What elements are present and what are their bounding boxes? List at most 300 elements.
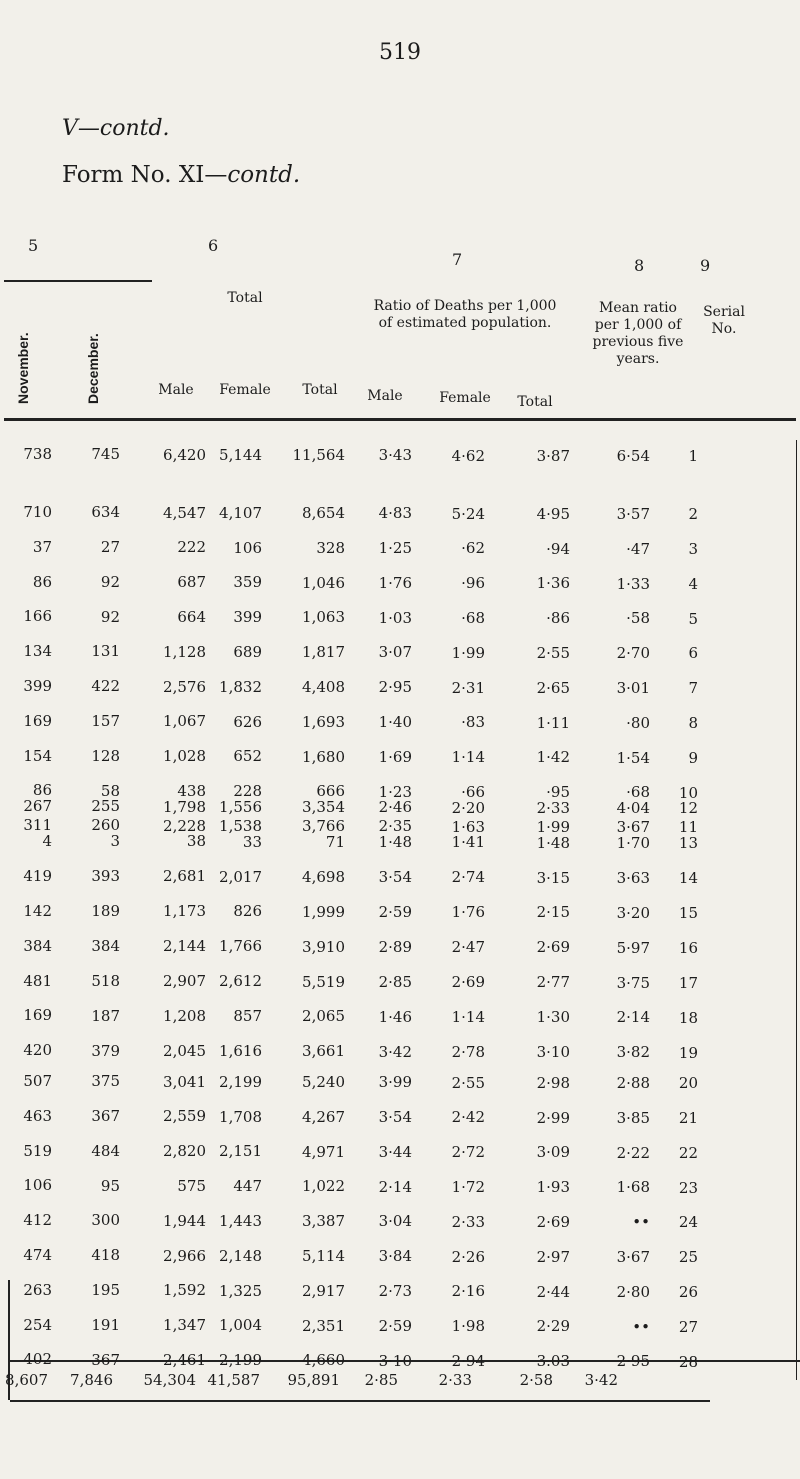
cell-mean-ratio: 5·97 (616, 938, 650, 957)
cell-serial: 11 (678, 818, 698, 837)
cell-ratio-total: 3·87 (536, 446, 570, 465)
header-total: Total (302, 382, 338, 398)
cell-male: 1,592 (163, 1281, 206, 1300)
cell-december: 393 (91, 867, 120, 886)
cell-male: 1,347 (163, 1316, 206, 1335)
cell-ratio-total: 2·99 (536, 1108, 570, 1127)
cell-total: 1,046 (302, 573, 345, 592)
cell-ratio-male: 1·46 (378, 1007, 412, 1026)
cell-female: 2,148 (219, 1246, 262, 1265)
cell-ratio-female: 2·72 (451, 1143, 485, 1162)
cell-november: 463 (23, 1106, 52, 1125)
cell-mean-ratio: 1·54 (616, 748, 650, 767)
cell-ratio-female: ·62 (461, 539, 485, 558)
cell-male: 38 (186, 832, 206, 851)
cell-ratio-total: ·95 (546, 783, 570, 802)
cell-male: 2,228 (163, 816, 206, 835)
cell-mean-ratio: 6·54 (616, 447, 650, 465)
cell-ratio-male: 3·43 (378, 446, 412, 465)
cell-male: 575 (177, 1176, 206, 1195)
header-november: November. (15, 332, 31, 404)
cell-ratio-male: 3·99 (378, 1073, 412, 1092)
cell-mean-ratio: 1·33 (616, 574, 650, 593)
cell-ratio-total: 1·36 (536, 574, 570, 593)
cell-november: 169 (23, 1006, 52, 1025)
cell-ratio-total: 2·33 (536, 798, 570, 817)
cell-total: 2,351 (302, 1316, 345, 1335)
cell-female: 399 (233, 608, 262, 627)
cell-november: 384 (23, 936, 52, 955)
cell-ratio-total: 2·69 (536, 1212, 570, 1231)
cell-mean-ratio: ·58 (626, 609, 650, 628)
cell-male: 3,041 (163, 1072, 206, 1091)
cell-ratio-female: 1·63 (451, 817, 485, 836)
cell-ratio-male: 1·40 (378, 713, 412, 732)
cell-total: 4,971 (302, 1142, 345, 1161)
cell-total: 666 (316, 782, 345, 801)
cell-ratio-female: 1·14 (451, 1007, 485, 1026)
cell-ratio-female: 1·14 (451, 748, 485, 767)
cell-november: 134 (23, 642, 52, 661)
cell-male: 1,028 (163, 747, 206, 766)
cell-serial: 20 (678, 1074, 698, 1093)
cell-december: 3 (110, 832, 120, 851)
cell-male: 1,173 (163, 902, 206, 921)
cell-december: 189 (91, 901, 120, 920)
column-number-9: 9 (700, 256, 711, 275)
cell-mean-ratio: 3·20 (616, 903, 650, 922)
cell-ratio-total: 1·99 (536, 817, 570, 836)
cell-total: 4,660 (302, 1351, 345, 1370)
cell-ratio-female: 1·72 (451, 1177, 485, 1196)
cell-female: 2,199 (219, 1351, 262, 1370)
total-female: 41,587 (207, 1371, 260, 1389)
cell-total: 3,661 (302, 1042, 345, 1061)
cell-december: 367 (91, 1350, 120, 1369)
header-ratio-total: Total (517, 394, 553, 410)
cell-december: 484 (91, 1141, 120, 1160)
cell-serial: 10 (678, 783, 698, 802)
cell-serial: 28 (678, 1352, 698, 1371)
header-ratio-male: Male (367, 388, 403, 404)
cell-mean-ratio: 1·68 (616, 1178, 650, 1197)
cell-december: 92 (100, 572, 120, 591)
column-number-8: 8 (634, 256, 645, 275)
cell-december: 128 (91, 746, 120, 765)
cell-november: 154 (23, 746, 52, 765)
cell-ratio-male: 1·03 (378, 608, 412, 627)
cell-november: 519 (23, 1141, 52, 1160)
cell-female: 2,151 (219, 1142, 262, 1161)
cell-serial: 14 (678, 869, 698, 888)
cell-ratio-total: 2·97 (536, 1247, 570, 1266)
cell-ratio-total: 2·55 (536, 643, 570, 662)
cell-serial: 8 (688, 714, 698, 733)
cell-total: 1,022 (302, 1177, 345, 1196)
cell-ratio-total: 1·42 (536, 748, 570, 767)
cell-mean-ratio: 3·57 (616, 505, 650, 523)
cell-female: 857 (233, 1007, 262, 1026)
cell-male: 664 (177, 607, 206, 626)
cell-ratio-male: 1·23 (378, 782, 412, 801)
cell-total: 328 (316, 538, 345, 557)
cell-total: 1,063 (302, 608, 345, 627)
cell-december: 195 (91, 1281, 120, 1300)
cell-december: 367 (91, 1107, 120, 1126)
cell-ratio-total: 1·93 (536, 1178, 570, 1197)
cell-december: 255 (91, 797, 120, 816)
cell-male: 2,820 (163, 1142, 206, 1161)
cell-ratio-male: 1·48 (378, 833, 412, 852)
cell-female: 33 (242, 832, 262, 851)
cell-ratio-female: 1·41 (451, 833, 485, 852)
cell-ratio-male: 4·83 (378, 504, 412, 523)
cell-december: 157 (91, 712, 120, 731)
cell-male: 687 (177, 573, 206, 592)
cell-ratio-total: 1·48 (536, 833, 570, 852)
cell-serial: 26 (678, 1283, 698, 1302)
cell-december: 300 (91, 1211, 120, 1230)
cell-december: 58 (100, 781, 120, 800)
total-ratio-total: 2·58 (519, 1371, 553, 1389)
cell-serial: 22 (678, 1143, 698, 1162)
cell-ratio-female: 2·20 (451, 798, 485, 817)
cell-female: 1,616 (219, 1042, 262, 1061)
column-number-5: 5 (28, 236, 39, 255)
cell-ratio-female: 2·47 (451, 938, 485, 957)
cell-ratio-total: 2·65 (536, 678, 570, 697)
cell-serial: 6 (688, 644, 698, 663)
cell-ratio-male: 2·14 (378, 1177, 412, 1196)
cell-ratio-male: 3·10 (378, 1351, 412, 1370)
right-border (796, 440, 797, 1380)
cell-mean-ratio: 2·70 (616, 644, 650, 663)
cell-total: 11,564 (292, 446, 345, 464)
total-december: 7,846 (70, 1371, 113, 1389)
cell-male: 2,907 (163, 972, 206, 990)
header-december: December. (85, 333, 101, 404)
cell-female: 359 (233, 573, 262, 592)
cell-serial: 9 (688, 748, 698, 767)
cell-november: 142 (23, 901, 52, 920)
cell-female: 1,766 (219, 937, 262, 956)
cell-november: 311 (23, 816, 52, 835)
cell-serial: 25 (678, 1248, 698, 1267)
cell-female: 1,538 (219, 816, 262, 835)
cell-december: 27 (100, 538, 120, 557)
cell-ratio-total: 1·11 (536, 713, 570, 732)
cell-november: 738 (23, 445, 52, 463)
cell-december: 379 (91, 1041, 120, 1060)
total-mean-ratio: 3·42 (584, 1371, 618, 1389)
cell-mean-ratio: 3·63 (616, 868, 650, 887)
cell-ratio-female: 2·16 (451, 1282, 485, 1301)
cell-ratio-male: 2·59 (378, 902, 412, 921)
cell-ratio-total: 2·77 (536, 973, 570, 992)
total-november: 8,607 (5, 1371, 48, 1389)
header-bottom-rule (4, 418, 796, 421)
cell-december: 375 (91, 1072, 120, 1091)
cell-male: 1,208 (163, 1006, 206, 1025)
cell-ratio-male: 1·69 (378, 747, 412, 766)
cell-ratio-female: 2·78 (451, 1042, 485, 1061)
cell-mean-ratio: 2·80 (616, 1282, 650, 1301)
cell-november: 412 (23, 1211, 52, 1230)
cell-female: 2,199 (219, 1072, 262, 1091)
cell-ratio-female: 1·98 (451, 1317, 485, 1336)
cell-female: 826 (233, 902, 262, 921)
cell-serial: 7 (688, 679, 698, 698)
cell-november: 420 (23, 1041, 52, 1060)
cell-female: 106 (233, 538, 262, 557)
cell-ratio-female: 2·31 (451, 678, 485, 697)
cell-mean-ratio: 3·67 (616, 818, 650, 837)
cell-ratio-male: 3·42 (378, 1042, 412, 1061)
cell-mean-ratio: 2·88 (616, 1074, 650, 1092)
cell-mean-ratio: 4·04 (616, 799, 650, 817)
section-heading: V—contd. (62, 116, 170, 141)
total-ratio-male: 2·85 (364, 1371, 398, 1389)
cell-ratio-female: ·83 (461, 713, 485, 732)
cell-ratio-total: 2·98 (536, 1073, 570, 1092)
header-total-group: Total (227, 290, 263, 306)
cell-ratio-male: 2·35 (378, 817, 412, 836)
cell-ratio-female: 2·74 (451, 868, 485, 887)
cell-male: 6,420 (163, 445, 206, 464)
cell-serial: 5 (688, 609, 698, 628)
cell-december: 518 (91, 971, 120, 990)
cell-ratio-total: ·86 (546, 609, 570, 628)
cell-total: 1,680 (302, 747, 345, 766)
cell-female: 1,443 (219, 1211, 262, 1230)
cell-november: 86 (32, 572, 52, 591)
cell-november: 4 (42, 831, 52, 850)
cell-ratio-male: 2·73 (378, 1282, 412, 1301)
total-total: 95,891 (287, 1371, 340, 1389)
cell-ratio-total: 3·10 (536, 1043, 570, 1062)
cell-total: 4,267 (302, 1107, 345, 1126)
cell-ratio-male: 2·89 (378, 937, 412, 956)
cell-december: 418 (91, 1246, 120, 1265)
cell-female: 2,612 (219, 972, 262, 991)
cell-november: 254 (23, 1315, 52, 1334)
cell-serial: 4 (688, 574, 698, 593)
header-serial: Serial No. (703, 304, 745, 337)
cell-mean-ratio: 3·85 (616, 1108, 650, 1127)
cell-ratio-male: 3·04 (378, 1212, 412, 1231)
cell-december: 634 (91, 503, 120, 522)
cell-serial: 12 (678, 799, 698, 818)
cell-ratio-male: 1·76 (378, 573, 412, 592)
cell-ratio-total: 2·29 (536, 1317, 570, 1336)
cell-female: 1,708 (219, 1107, 262, 1126)
column-number-6: 6 (208, 236, 219, 255)
cell-serial: 21 (678, 1109, 698, 1128)
cell-female: 1,325 (219, 1281, 262, 1300)
cell-november: 263 (23, 1280, 52, 1299)
cell-november: 37 (32, 537, 52, 556)
cell-ratio-female: 2·69 (451, 973, 485, 991)
cell-ratio-male: 3·44 (378, 1142, 412, 1161)
cell-serial: 18 (678, 1008, 698, 1027)
cell-mean-ratio: ·47 (626, 539, 650, 558)
cell-female: 447 (233, 1177, 262, 1196)
cell-mean-ratio: •• (632, 1213, 650, 1232)
cell-female: 689 (233, 642, 262, 661)
cell-december: 191 (91, 1315, 120, 1334)
header-female: Female (219, 382, 271, 398)
cell-ratio-female: 1·99 (451, 643, 485, 662)
cell-ratio-female: ·96 (461, 574, 485, 593)
cell-serial: 16 (678, 938, 698, 957)
cell-female: 2,017 (219, 867, 262, 886)
cell-total: 5,114 (302, 1247, 345, 1265)
cell-november: 419 (23, 866, 52, 885)
cell-ratio-female: 2·33 (451, 1212, 485, 1231)
cell-male: 2,576 (163, 677, 206, 696)
cell-female: 5,144 (219, 445, 262, 464)
cell-november: 481 (23, 971, 52, 990)
cell-ratio-male: 2·46 (378, 798, 412, 817)
cell-total: 3,910 (302, 937, 345, 956)
cell-total: 5,240 (302, 1073, 345, 1091)
header-mean-ratio: Mean ratio per 1,000 of previous five years. (592, 300, 684, 367)
cell-mean-ratio: 2·14 (616, 1008, 650, 1027)
cell-november: 402 (23, 1350, 52, 1369)
cell-male: 222 (177, 538, 206, 557)
cell-ratio-female: 2·94 (451, 1351, 485, 1370)
cell-ratio-female: ·66 (461, 782, 485, 801)
cell-mean-ratio: 3·67 (616, 1248, 650, 1266)
cell-mean-ratio: 3·82 (616, 1043, 650, 1062)
cell-male: 1,128 (163, 642, 206, 661)
header-ratio-group: Ratio of Deaths per 1,000 of estimated population. (373, 298, 557, 331)
cell-ratio-female: 1·76 (451, 903, 485, 922)
cell-ratio-female: ·68 (461, 608, 485, 627)
cell-total: 5,519 (302, 972, 345, 991)
cell-mean-ratio: ·80 (626, 713, 650, 732)
cell-male: 4,547 (163, 503, 206, 522)
cell-ratio-total: 3·15 (536, 868, 570, 887)
column-number-7: 7 (452, 250, 463, 269)
cell-male: 1,944 (163, 1211, 206, 1230)
cell-serial: 27 (678, 1317, 698, 1336)
cell-male: 2,559 (163, 1107, 206, 1126)
cell-total: 1,693 (302, 712, 345, 731)
cell-ratio-total: 2·15 (536, 903, 570, 922)
cell-female: 626 (233, 712, 262, 731)
cell-serial: 13 (678, 834, 698, 853)
cell-male: 1,798 (163, 797, 206, 816)
cell-december: 422 (91, 677, 120, 696)
cell-ratio-total: 4·95 (536, 504, 570, 523)
cell-mean-ratio: 3·75 (616, 973, 650, 992)
cell-total: 2,917 (302, 1281, 345, 1300)
cell-ratio-total: 3.03 (536, 1352, 570, 1371)
cell-mean-ratio: 3·01 (616, 679, 650, 697)
cell-december: 260 (91, 816, 120, 835)
cell-female: 4,107 (219, 503, 262, 522)
cell-serial: 23 (678, 1178, 698, 1197)
cell-december: 131 (91, 642, 120, 661)
total-ratio-female: 2·33 (438, 1371, 472, 1389)
cell-ratio-male: 3·54 (378, 868, 412, 887)
cell-male: 2,045 (163, 1041, 206, 1060)
cell-ratio-male: 2·95 (378, 678, 412, 697)
cell-november: 399 (23, 677, 52, 695)
header-top-rule (4, 280, 152, 282)
cell-total: 71 (325, 832, 345, 851)
cell-ratio-male: 3·54 (378, 1108, 412, 1127)
cell-female: 1,832 (219, 677, 262, 696)
cell-total: 3,354 (302, 798, 345, 816)
page-number: 519 (379, 40, 421, 65)
cell-mean-ratio: 2·22 (616, 1143, 650, 1162)
cell-december: 95 (100, 1176, 120, 1195)
cell-november: 106 (23, 1176, 52, 1195)
cell-ratio-total: ·94 (546, 539, 570, 558)
cell-total: 4,698 (302, 867, 345, 886)
cell-total: 3,387 (302, 1212, 345, 1231)
cell-ratio-male: 3·84 (378, 1247, 412, 1266)
cell-total: 4,408 (302, 678, 345, 696)
cell-ratio-male: 1·25 (378, 539, 412, 558)
cell-total: 1,999 (302, 902, 345, 921)
cell-male: 2,144 (163, 937, 206, 956)
cell-november: 166 (23, 607, 52, 626)
cell-ratio-male: 2·85 (378, 972, 412, 991)
cell-male: 2,461 (163, 1350, 206, 1369)
cell-ratio-female: 2·26 (451, 1247, 485, 1266)
cell-ratio-total: 3·09 (536, 1143, 570, 1162)
cell-ratio-female: 5·24 (451, 504, 485, 523)
cell-mean-ratio: 1·70 (616, 833, 650, 852)
cell-total: 8,654 (302, 504, 345, 522)
total-male: 54,304 (143, 1371, 196, 1389)
header-ratio-female: Female (439, 390, 491, 406)
cell-male: 2,966 (163, 1246, 206, 1265)
cell-female: 228 (233, 782, 262, 801)
cell-november: 474 (23, 1246, 52, 1264)
cell-ratio-female: 4·62 (451, 446, 485, 465)
cell-total: 2,065 (302, 1007, 345, 1026)
header-male: Male (158, 382, 194, 398)
form-title-suffix: contd. (227, 162, 301, 188)
cell-december: 92 (100, 607, 120, 626)
cell-mean-ratio: 2·95 (616, 1352, 650, 1371)
cell-mean-ratio: •• (632, 1317, 650, 1336)
totals-bottom-rule (10, 1400, 710, 1402)
cell-ratio-male: 3·07 (378, 643, 412, 662)
cell-male: 1,067 (163, 712, 206, 731)
cell-serial: 15 (678, 903, 698, 922)
cell-november: 710 (23, 503, 52, 521)
cell-male: 2,681 (163, 867, 206, 886)
form-title-prefix: Form No. XI— (62, 162, 228, 188)
cell-ratio-total: 1·30 (536, 1008, 570, 1027)
cell-ratio-female: 2·55 (451, 1073, 485, 1092)
cell-ratio-male: 2·59 (378, 1316, 412, 1335)
form-title (62, 162, 300, 188)
cell-female: 1,004 (219, 1316, 262, 1335)
cell-serial: 3 (688, 540, 698, 559)
cell-serial: 17 (678, 973, 698, 992)
cell-total: 3,766 (302, 817, 345, 836)
cell-total: 1,817 (302, 643, 345, 662)
cell-serial: 24 (678, 1213, 698, 1232)
cell-november: 507 (23, 1072, 52, 1090)
cell-mean-ratio: ·68 (626, 783, 650, 802)
